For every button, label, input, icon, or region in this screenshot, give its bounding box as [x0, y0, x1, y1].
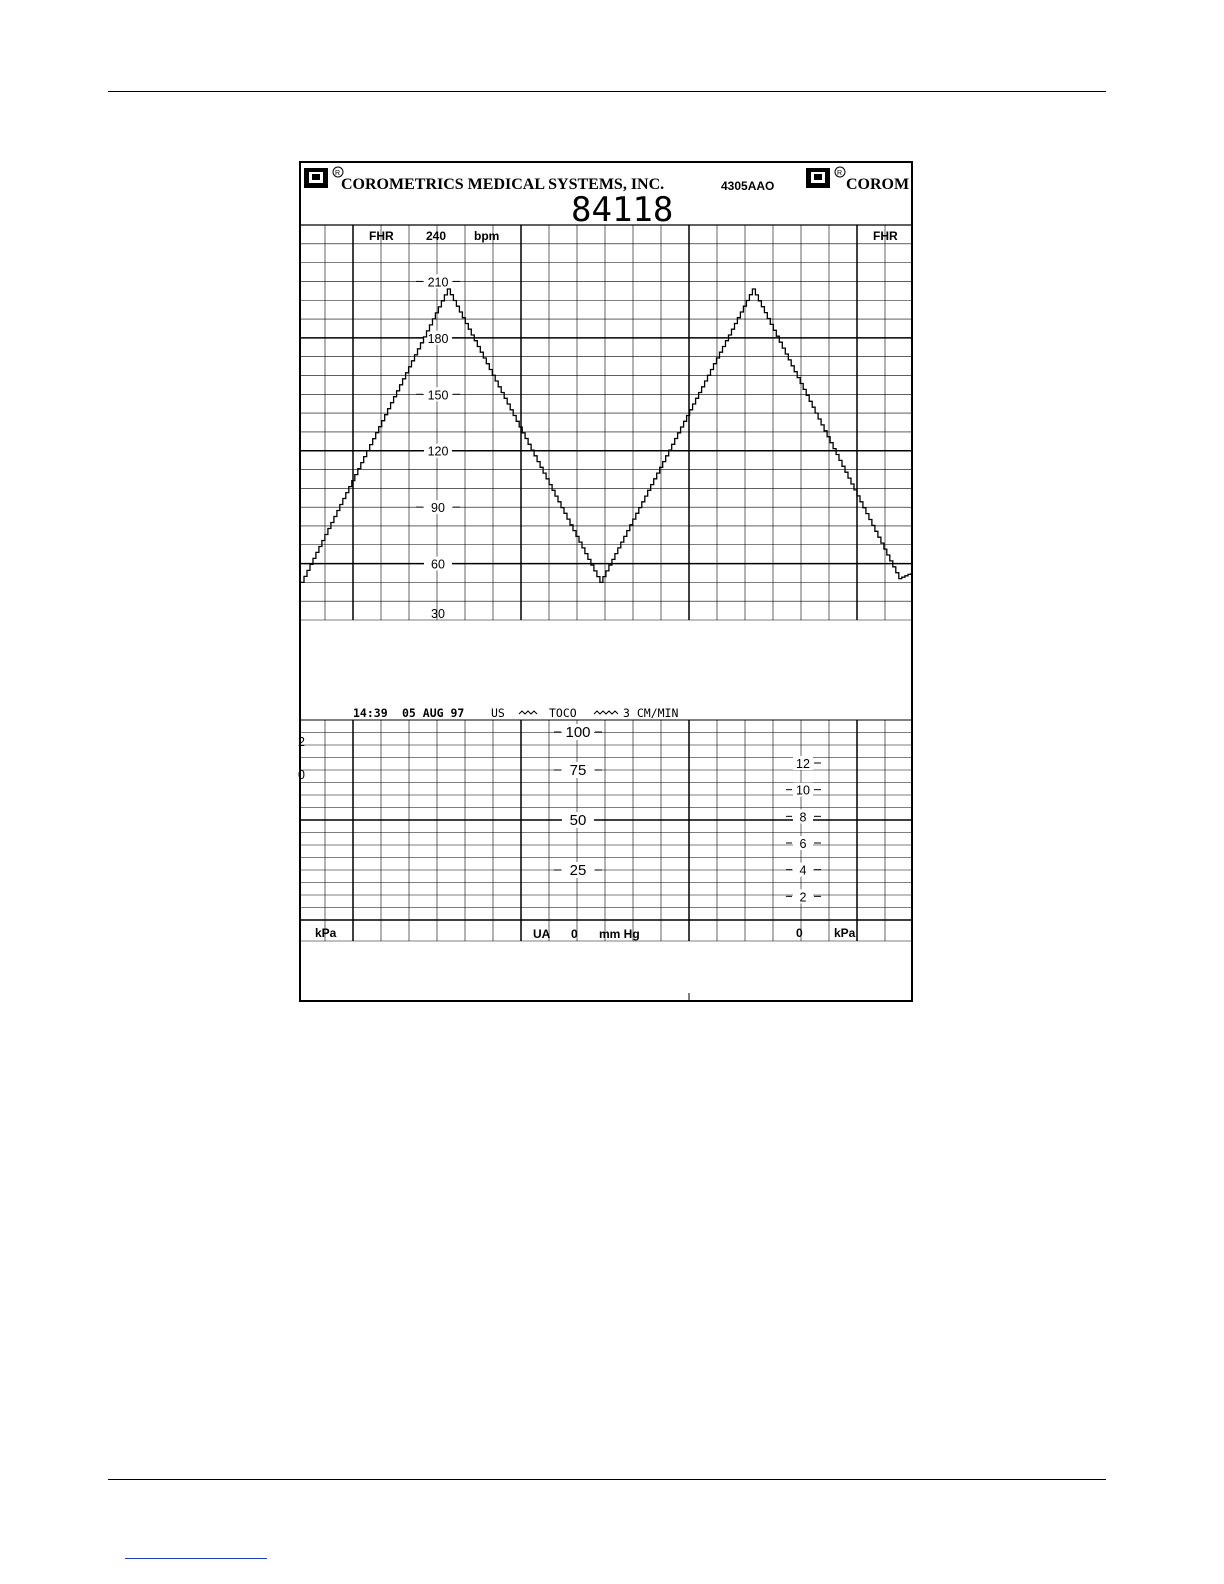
footer-link-underline[interactable]	[125, 1558, 267, 1559]
kpa-unit: kPa	[834, 926, 856, 940]
ua-tick-label: 50	[569, 812, 587, 829]
fhr-trace-line	[301, 289, 911, 582]
footer-rule	[108, 1479, 1106, 1480]
part-number: 4305AAO	[721, 179, 775, 193]
fhr-label-right: FHR	[873, 229, 898, 243]
fhr-tick-label: 120	[427, 444, 449, 459]
us-label: US	[491, 706, 505, 720]
kpa-tick-label: 12	[796, 757, 810, 771]
fhr-grid	[301, 225, 911, 620]
toco-wave-icon	[594, 711, 618, 714]
timestamp-date: 05 AUG 97	[402, 706, 465, 720]
toco-label: TOCO	[549, 706, 577, 720]
ua-label: UA	[533, 927, 551, 941]
header-rule	[108, 91, 1106, 92]
fhr-unit: bpm	[474, 229, 500, 243]
ua-zero: 0	[571, 927, 578, 941]
left-edge-tick: 0	[298, 768, 305, 782]
ua-left-kpa: kPa	[315, 926, 337, 940]
fhr-tick-label: 150	[427, 388, 449, 403]
fhr-tick-label: 180	[427, 331, 449, 346]
fhr-tick-label: 60	[431, 557, 445, 572]
fhr-label: FHR	[369, 229, 394, 243]
svg-text:R: R	[335, 170, 341, 177]
kpa-tick-label: 10	[796, 783, 810, 798]
ua-tick-label: 25	[569, 862, 587, 879]
fhr-tick-label: 90	[431, 501, 445, 516]
kpa-tick-label: 4	[799, 863, 807, 878]
ua-tick-label: 100	[565, 724, 591, 741]
company-name-cut: COROM	[846, 176, 910, 193]
strip-chart	[298, 163, 911, 1000]
kpa-tick-label: 2	[799, 890, 807, 905]
fetal-monitor-strip	[299, 161, 913, 1002]
company-name: COROMETRICS MEDICAL SYSTEMS, INC.	[341, 176, 665, 193]
fhr-tick-label: 30	[431, 607, 445, 621]
corometrics-logo-left	[304, 167, 343, 188]
svg-text:R: R	[837, 170, 843, 177]
fhr-tick-label: 210	[427, 275, 449, 290]
ua-grid	[301, 720, 911, 941]
corometrics-logo-right	[806, 167, 845, 188]
ua-unit: mm Hg	[599, 927, 640, 941]
kpa-tick-label: 6	[799, 837, 807, 851]
serial-number: 84118	[571, 190, 674, 230]
timestamp-time: 14:39	[353, 706, 388, 720]
fhr-top-value: 240	[426, 229, 447, 243]
paper-speed: 3 CM/MIN	[623, 706, 679, 720]
kpa-zero: 0	[796, 926, 803, 940]
left-edge-tick: 2	[298, 735, 305, 749]
ua-tick-label: 75	[569, 762, 587, 779]
us-wave-icon	[519, 711, 537, 714]
kpa-tick-label: 8	[799, 810, 807, 825]
